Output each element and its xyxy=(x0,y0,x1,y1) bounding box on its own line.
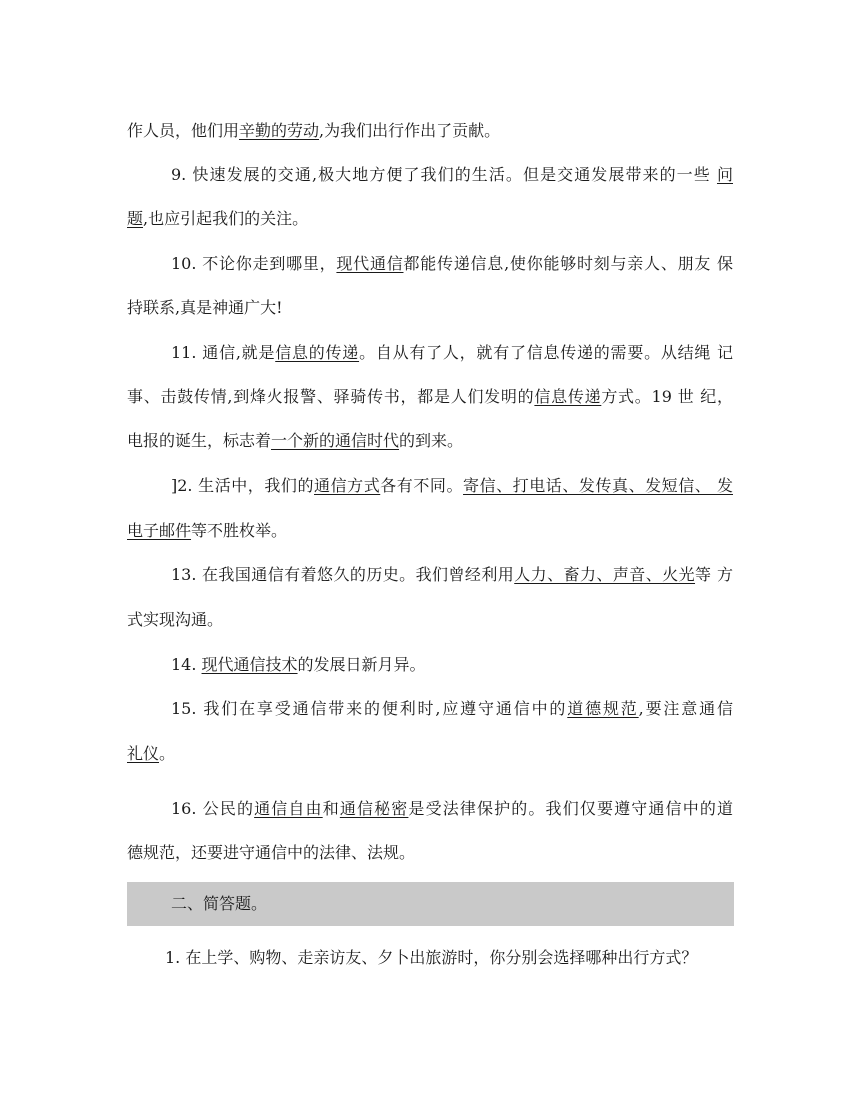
underlined-answer: 通信秘密 xyxy=(339,799,409,818)
paragraph-line xyxy=(127,343,733,363)
paragraph-line xyxy=(127,655,733,675)
text-segment: ]2. 生活中，我们的 xyxy=(171,476,315,495)
text-segment: 。 xyxy=(159,744,176,763)
text-segment: 式实现沟通。 xyxy=(127,610,224,629)
text-segment: 13. 在我国通信有着悠久的历史。我们曾经利用 xyxy=(171,565,515,584)
underlined-answer: 通信自由 xyxy=(254,799,323,818)
text-segment: 16. 公民的 xyxy=(171,799,255,818)
underlined-answer: 人力、畜力、声音、火光 xyxy=(514,565,696,584)
text-segment: 等不胜枚举。 xyxy=(191,521,288,540)
text-segment: 14. xyxy=(171,655,202,674)
text-segment: 是受法律保护的。我们仅要遵守通信中的道 xyxy=(408,799,733,818)
underlined-answer: 通信方式 xyxy=(314,476,381,495)
paragraph-line xyxy=(127,431,733,451)
text-segment: 和 xyxy=(322,799,340,818)
underlined-answer: 信息的传递 xyxy=(275,343,360,362)
text-segment: 10. 不论你走到哪里， xyxy=(171,254,337,273)
text-segment: 等 方 xyxy=(695,565,733,584)
text-segment: 15. 我们在享受通信带来的便利时,应遵守通信中的 xyxy=(171,699,568,718)
text-segment: 9. 快速发展的交通,极大地方便了我们的生活。但是交通发展带来的一些 xyxy=(171,165,717,184)
underlined-answer: 寄信、打电话、发传真、发短信、 发 xyxy=(463,476,733,495)
text-segment: 各有不同。 xyxy=(380,476,464,495)
underlined-answer: 道德规范 xyxy=(567,699,639,718)
paragraph-line xyxy=(127,699,733,719)
underlined-answer: 现代通信技术 xyxy=(201,655,298,674)
paragraph-line xyxy=(127,121,733,141)
text-segment: 电报的诞生，标志着 xyxy=(127,431,272,450)
text-segment: 的到来。 xyxy=(399,431,464,450)
text-segment: 的发展日新月异。 xyxy=(297,655,426,674)
text-segment: 都能传递信息,使你能够时刻与亲人、朋友 保 xyxy=(403,254,733,273)
section-title: 二、简答题。 xyxy=(171,894,268,913)
text-segment: ,为我们出行作出了贡献。 xyxy=(319,121,501,140)
paragraph-line xyxy=(127,254,733,274)
paragraph-line xyxy=(127,165,733,185)
paragraph-line xyxy=(127,799,733,819)
text-segment: 作人员，他们用 xyxy=(127,121,240,140)
text-segment: ,也应引起我们的关注。 xyxy=(143,209,309,228)
underlined-answer: 信息传递 xyxy=(534,387,602,406)
paragraph-line xyxy=(127,610,733,630)
text-segment: 持联系,真是神通广大! xyxy=(127,298,283,317)
paragraph-line xyxy=(127,476,733,496)
text-segment: 。自从有了人，就有了信息传递的需要。从结绳 记 xyxy=(359,343,733,362)
text-segment: 11. 通信,就是 xyxy=(171,343,276,362)
paragraph-line xyxy=(127,298,733,318)
paragraph-line xyxy=(127,744,733,764)
underlined-answer: 现代通信 xyxy=(336,254,404,273)
underlined-answer: 问 xyxy=(716,165,733,184)
section-header-bar xyxy=(127,882,734,926)
paragraph-line xyxy=(127,387,733,407)
underlined-answer: 礼仪 xyxy=(127,744,160,763)
paragraph-line xyxy=(127,843,733,863)
paragraph-line xyxy=(127,209,733,229)
underlined-answer: 题 xyxy=(127,209,144,228)
paragraph-line xyxy=(127,521,733,541)
text-segment: 事、击鼓传情,到烽火报警、驿骑传书，都是人们发明的 xyxy=(127,387,535,406)
underlined-answer: 电子邮件 xyxy=(127,521,192,540)
text-segment: 德规范，还要进守通信中的法律、法规。 xyxy=(127,843,416,862)
question-1: 1. 在上学、购物、走亲访友、夕卜出旅游时，你分别会选择哪种出行方式？ xyxy=(165,948,698,967)
underlined-answer: 一个新的通信时代 xyxy=(271,431,400,450)
underlined-answer: 辛勤的劳动 xyxy=(239,121,320,140)
paragraph-line xyxy=(127,565,733,585)
text-segment: 方式。19 世 纪， xyxy=(601,387,733,406)
text-segment: ,要注意通信 xyxy=(638,699,733,718)
